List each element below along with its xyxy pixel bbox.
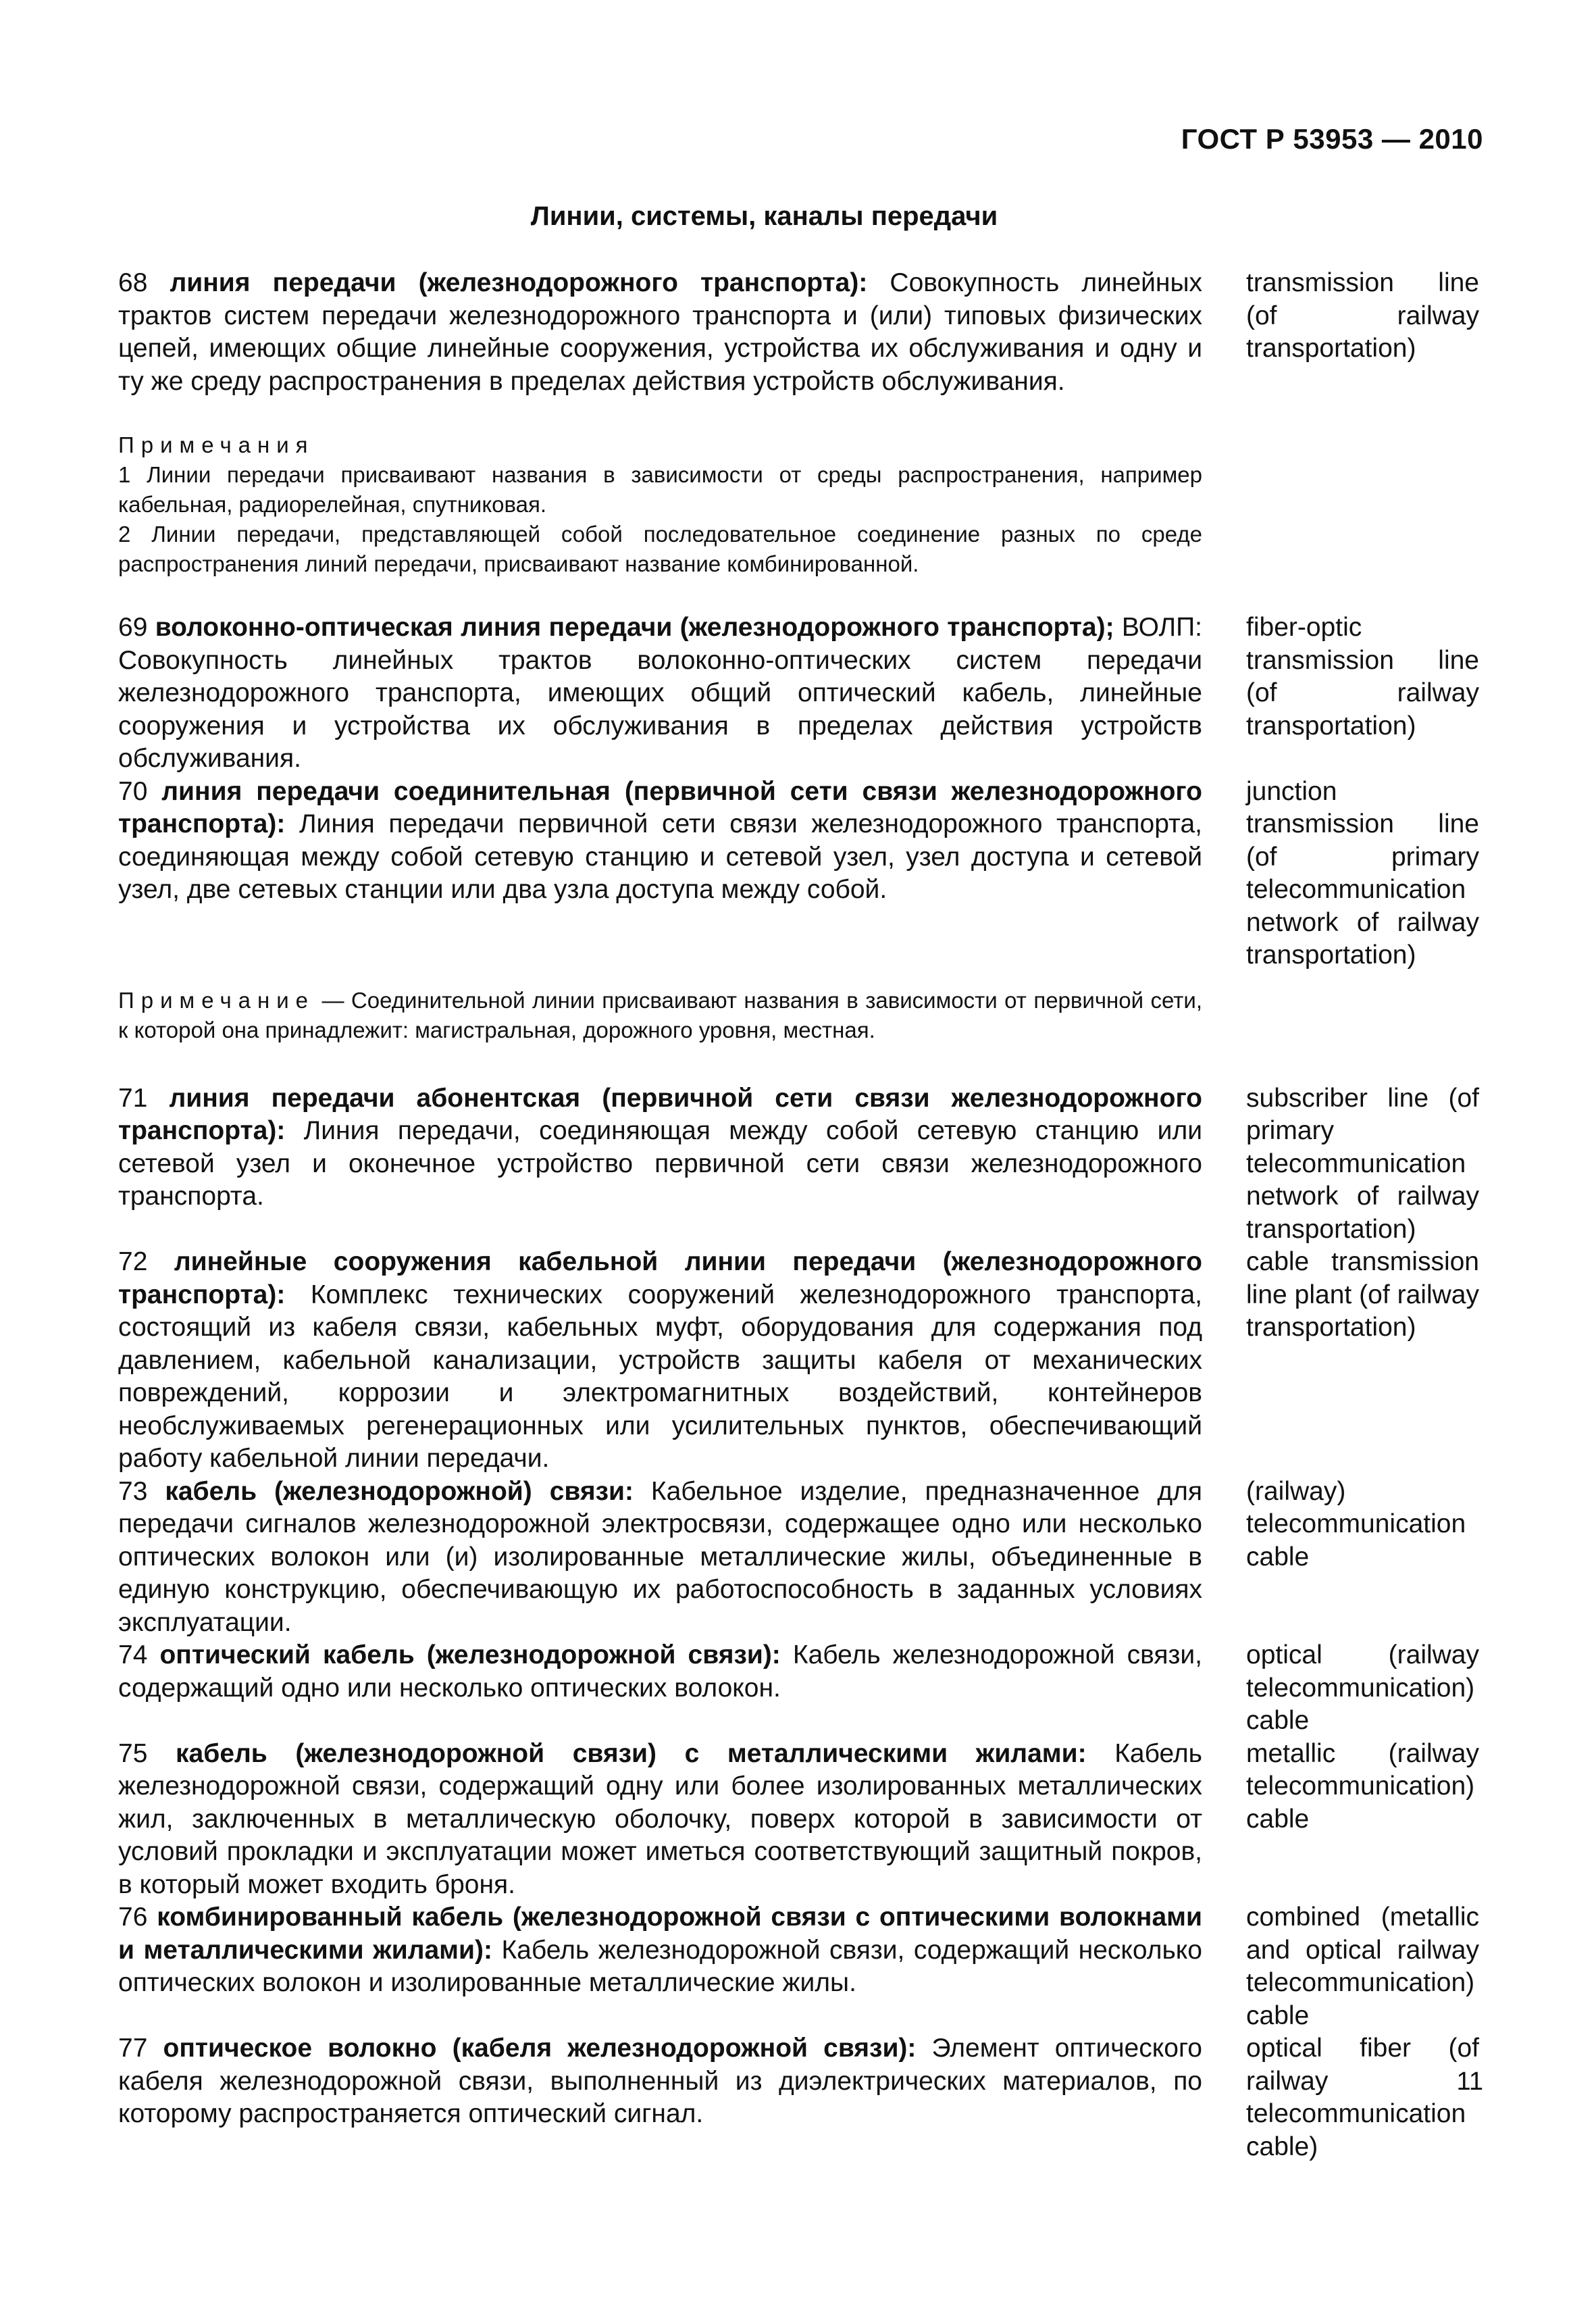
note-text: — Соединительной линии присваивают названия в зависимости от первичной сети, к которой она принадлежит: магистральная, дорожного уровня, местная. bbox=[118, 987, 1202, 1042]
term-name: волоконно-оптическая линия передачи (железнодорожного транспорта); bbox=[155, 613, 1114, 642]
definition-text: Кабель железнодорожной связи, содержащий несколько оптических волокон и изолированные металлические жилы. bbox=[118, 1935, 1202, 1997]
term-number: 70 bbox=[118, 776, 148, 806]
term-entry-72 bbox=[118, 1246, 1483, 1476]
definition-text: Линия передачи первичной сети связи железнодорожного транспорта, соединяющая между собой сетевую станцию и сетевой узел, узел доступа и сетевой узел, две сетевых станции или два узла доступа между собой. bbox=[118, 809, 1202, 904]
term-number: 75 bbox=[118, 1738, 148, 1768]
term-number: 69 bbox=[118, 613, 148, 642]
term-number: 68 bbox=[118, 268, 148, 297]
term-entry-77 bbox=[118, 2032, 1483, 2163]
definition-text: ВОЛП: Совокупность линейных трактов волоконно-оптических систем передачи железнодорожного транспорта, имеющих общий оптический кабель, линейные сооружения и устройства их обслуживания в пределах действия устройств обслуживания. bbox=[118, 613, 1202, 773]
term-name: оптическое волокно (кабеля железнодорожной связи): bbox=[163, 2034, 917, 2063]
term-number: 77 bbox=[118, 2034, 148, 2063]
term-number: 76 bbox=[118, 1903, 148, 1932]
definition-text: Кабельное изделие, предназначенное для передачи сигналов железнодорожной электросвязи, содержащее одно или несколько оптических волокон или (и) изолированные металлические жилы, объединенные в единую конструкцию, обеспечивающую их работоспособность в заданных условиях эксплуатации. bbox=[118, 1476, 1202, 1637]
term-definition bbox=[118, 267, 1202, 398]
term-definition bbox=[118, 2032, 1202, 2163]
definition-text: Элемент оптического кабеля железнодорожной связи, выполненный из диэлектрических материалов, по которому распространяется оптический сигнал. bbox=[118, 2034, 1202, 2128]
note-item: 2 Линии передачи, представляющей собой последовательное соединение разных по среде распространения линий передачи, присваивают название комбинированной. bbox=[118, 522, 1202, 576]
definition-text: Кабель железнодорожной связи, содержащий одну или более изолированных металлических жил, заключенных в металлическую оболочку, поверх которой в зависимости от условий прокладки и эксплуатации может иметься соответствующий защитный покров, в который может входить броня. bbox=[118, 1738, 1202, 1899]
term-definition bbox=[118, 776, 1202, 972]
term-number: 74 bbox=[118, 1640, 148, 1669]
note-block-68 bbox=[118, 430, 1202, 579]
definition-text: Совокупность линейных трактов систем передачи железнодорожного транспорта и (или) типовых физических цепей, имеющих общие линейные сооружения, устройства их обслуживания и одну и ту же среду распространения в пределах действия устройств обслуживания. bbox=[118, 268, 1202, 396]
term-entry-71 bbox=[118, 1082, 1483, 1247]
term-definition bbox=[118, 1246, 1202, 1476]
page-number: 11 bbox=[1456, 2067, 1483, 2096]
term-entry-73 bbox=[118, 1476, 1483, 1640]
note-heading: Примечание bbox=[118, 987, 315, 1013]
english-equivalent: subscriber line (of primary telecommunication network of railway transportation) bbox=[1246, 1083, 1479, 1244]
english-equivalent: fiber-optic transmission line (of railway transportation) bbox=[1246, 613, 1479, 740]
definition-text: Кабель железнодорожной связи, содержащий одно или несколько оптических волокон. bbox=[118, 1640, 1202, 1703]
section-title: Линии, системы, каналы передачи bbox=[530, 201, 998, 231]
definition-text: Линия передачи, соединяющая между собой сетевую станцию или сетевой узел и оконечное устройство первичной сети связи железнодорожного транспорта. bbox=[118, 1116, 1202, 1211]
term-definition bbox=[118, 1082, 1202, 1247]
term-definition bbox=[118, 611, 1202, 776]
term-name: оптический кабель (железнодорожной связи): bbox=[159, 1640, 781, 1669]
term-name: линия передачи абонентская (первичной сети связи железнодорожного транспорта): bbox=[118, 1083, 1202, 1145]
document-header: ГОСТ Р 53953 — 2010 bbox=[1181, 123, 1483, 155]
term-number: 72 bbox=[118, 1247, 148, 1276]
english-equivalent: (railway) telecommunication cable bbox=[1246, 1476, 1466, 1571]
english-equivalent: optical (railway telecommunication) cable bbox=[1246, 1640, 1479, 1735]
english-equivalent: optical fiber (of railway telecommunication cable) bbox=[1246, 2034, 1479, 2161]
term-definition bbox=[118, 1901, 1202, 2032]
note-item: 1 Линии передачи присваивают названия в зависимости от среды распространения, например кабельная, радиорелейная, спутниковая. bbox=[118, 462, 1202, 517]
note-block-70 bbox=[118, 986, 1202, 1045]
term-definition bbox=[118, 1476, 1202, 1640]
term-entry-70 bbox=[118, 776, 1483, 972]
term-name: линия передачи соединительная (первичной сети связи железнодорожного транспорта): bbox=[118, 776, 1202, 838]
english-equivalent: metallic (railway telecommunication) cable bbox=[1246, 1738, 1479, 1834]
term-entry-74 bbox=[118, 1639, 1483, 1738]
term-name: комбинированный кабель (железнодорожной связи с оптическими волокнами и металлическими жилами): bbox=[118, 1903, 1203, 1965]
definition-text: Комплекс технических сооружений железнодорожного транспорта, состоящий из кабеля связи, кабельных муфт, оборудования для содержания под давлением, кабельной канализации, устройств защиты кабеля от механических повреждений, коррозии и электромагнитных воздействий, контейнеров необслуживаемых регенерационных или усилительных пунктов, обеспечивающий работу кабельной линии передачи. bbox=[118, 1280, 1202, 1473]
term-entry-76 bbox=[118, 1901, 1483, 2032]
term-number: 73 bbox=[118, 1476, 148, 1506]
english-equivalent: combined (metallic and optical railway telecommunication) cable bbox=[1246, 1903, 1479, 2030]
english-equivalent: transmission line (of railway transportation) bbox=[1246, 268, 1479, 363]
term-entry-68 bbox=[118, 267, 1483, 398]
term-name: кабель (железнодорожной связи) с металлическими жилами: bbox=[176, 1738, 1087, 1768]
term-entry-75 bbox=[118, 1738, 1483, 1902]
term-number: 71 bbox=[118, 1083, 148, 1113]
term-definition bbox=[118, 1639, 1202, 1738]
term-definition bbox=[118, 1738, 1202, 1902]
term-name: линейные сооружения кабельной линии передачи (железнодорожного транспорта): bbox=[118, 1247, 1202, 1309]
term-name: линия передачи (железнодорожного транспорта): bbox=[170, 268, 868, 297]
term-name: кабель (железнодорожной) связи: bbox=[165, 1476, 634, 1506]
english-equivalent: junction transmission line (of primary telecommunication network of railway transportation) bbox=[1246, 776, 1479, 970]
term-entry-69 bbox=[118, 611, 1483, 776]
note-heading: Примечания bbox=[118, 432, 315, 457]
document-body bbox=[118, 267, 1483, 2163]
english-equivalent: cable transmission line plant (of railway transportation) bbox=[1246, 1247, 1479, 1342]
